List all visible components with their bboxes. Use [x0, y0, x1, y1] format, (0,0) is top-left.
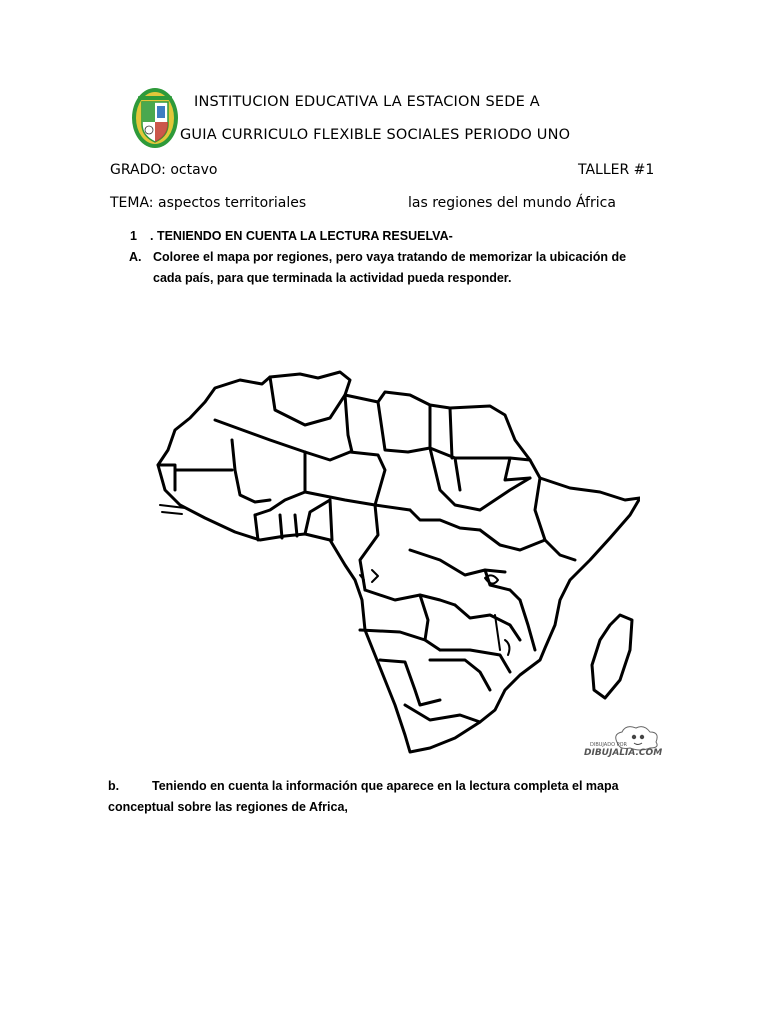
question-1-number: 1: [130, 229, 137, 243]
school-name: INSTITUCION EDUCATIVA LA ESTACION SEDE A: [194, 94, 540, 110]
item-a-marker: A.: [129, 250, 142, 264]
dibujalia-watermark: [580, 722, 666, 762]
workshop-number: TALLER #1: [578, 162, 655, 178]
item-b-line-2: conceptual sobre las regiones de Africa,: [108, 800, 348, 814]
madagascar-outline: [592, 615, 632, 698]
topic-row: [110, 195, 306, 211]
grade-value: octavo: [170, 162, 218, 178]
topic-label: TEMA:: [110, 195, 154, 211]
item-b-line-1: Teniendo en cuenta la información que aparece en la lectura completa el mapa: [152, 779, 619, 793]
item-a-line-2: cada país, para que terminada la actividad pueda responder.: [153, 271, 512, 285]
school-logo: [130, 86, 180, 150]
item-a-line-1: Coloree el mapa por regiones, pero vaya tratando de memorizar la ubicación de: [153, 250, 627, 264]
guide-title: GUIA CURRICULO FLEXIBLE SOCIALES PERIODO UNO: [180, 127, 571, 143]
africa-outline-map: [150, 368, 640, 760]
question-1-text: . TENIENDO EN CUENTA LA LECTURA RESUELVA-: [150, 229, 453, 243]
unit-subject: las regiones del mundo África: [408, 195, 616, 211]
grade-label: GRADO:: [110, 162, 166, 178]
grade-row: [110, 162, 218, 178]
topic-value: aspectos territoriales: [157, 195, 307, 211]
watermark-small: DIBUJADO POR: [590, 742, 628, 748]
continent-outline: [158, 372, 640, 752]
watermark-brand: DIBUJALIA.COM: [584, 748, 663, 758]
item-b-marker: b.: [108, 779, 120, 793]
